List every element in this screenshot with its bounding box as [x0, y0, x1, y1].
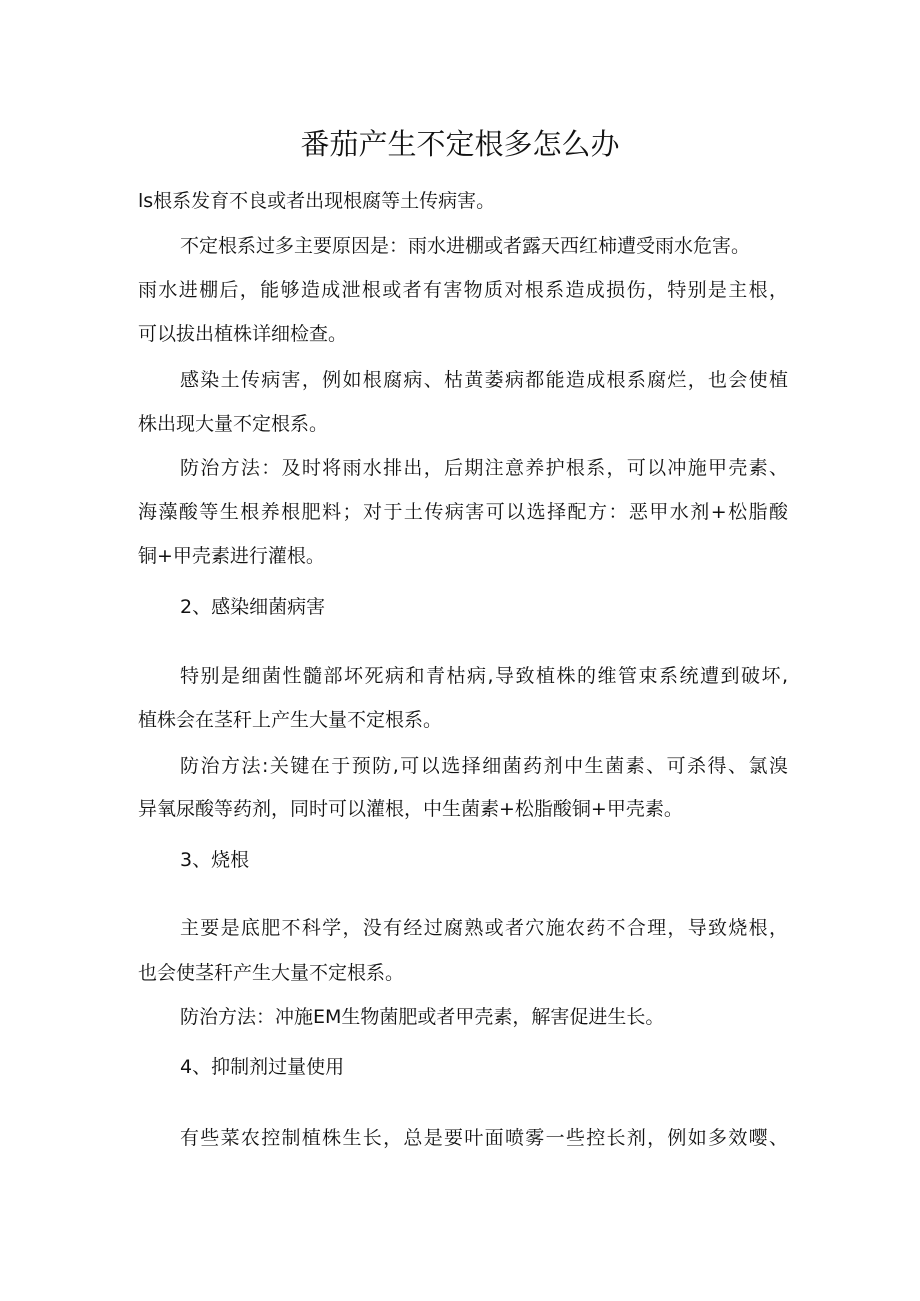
paragraph-line: 株出现大量不定根系。: [138, 413, 329, 435]
paragraph-line: 有些菜农控制植株生长，总是要叶面喷雾一些控长剂，例如多效嘤、: [180, 1127, 788, 1149]
paragraph-line: 防治方法:关键在于预防,可以选择细菌药剂中生菌素、可杀得、氯溴: [180, 755, 788, 777]
document-title: 番茄产生不定根多怎么办: [300, 127, 620, 161]
section-heading: 2、感染细菌病害: [180, 596, 326, 618]
paragraph-line: 主要是底肥不科学，没有经过腐熟或者穴施农药不合理，导致烧根，: [180, 917, 788, 939]
paragraph-line: 雨水进棚后，能够造成泄根或者有害物质对根系造成损伤，特别是主根，: [138, 279, 788, 301]
paragraph-line: ls根系发育不良或者出现根腐等土传病害。: [138, 190, 496, 212]
section-heading: 4、抑制剂过量使用: [180, 1056, 345, 1078]
paragraph-line: 异氧尿酸等药剂，同时可以灌根，中生菌素+松脂酸铜+甲壳素。: [138, 798, 683, 820]
paragraph-line: 不定根系过多主要原因是：雨水进棚或者露天西红柿遭受雨水危害。: [180, 235, 751, 257]
paragraph-line: 也会使茎秆产生大量不定根系。: [138, 962, 405, 984]
section-heading: 3、烧根: [180, 849, 250, 871]
paragraph-line: 防治方法：及时将雨水排出，后期注意养护根系，可以冲施甲壳素、: [180, 457, 788, 479]
paragraph-line: 铜+甲壳素进行灌根。: [138, 545, 325, 567]
paragraph-line: 海藻酸等生根养根肥料；对于土传病害可以选择配方：恶甲水剂+松脂酸: [138, 501, 788, 523]
paragraph-line: 植株会在茎秆上产生大量不定根系。: [138, 709, 443, 731]
paragraph-line: 感染土传病害，例如根腐病、枯黄萎病都能造成根系腐烂，也会使植: [180, 369, 788, 391]
paragraph-line: 特别是细菌性髓部坏死病和青枯病,导致植株的维管束系统遭到破坏,: [180, 665, 788, 687]
paragraph-line: 防治方法：冲施EM生物菌肥或者甲壳素，解害促进生长。: [180, 1006, 665, 1028]
paragraph-line: 可以拔出植株详细检查。: [138, 323, 348, 345]
